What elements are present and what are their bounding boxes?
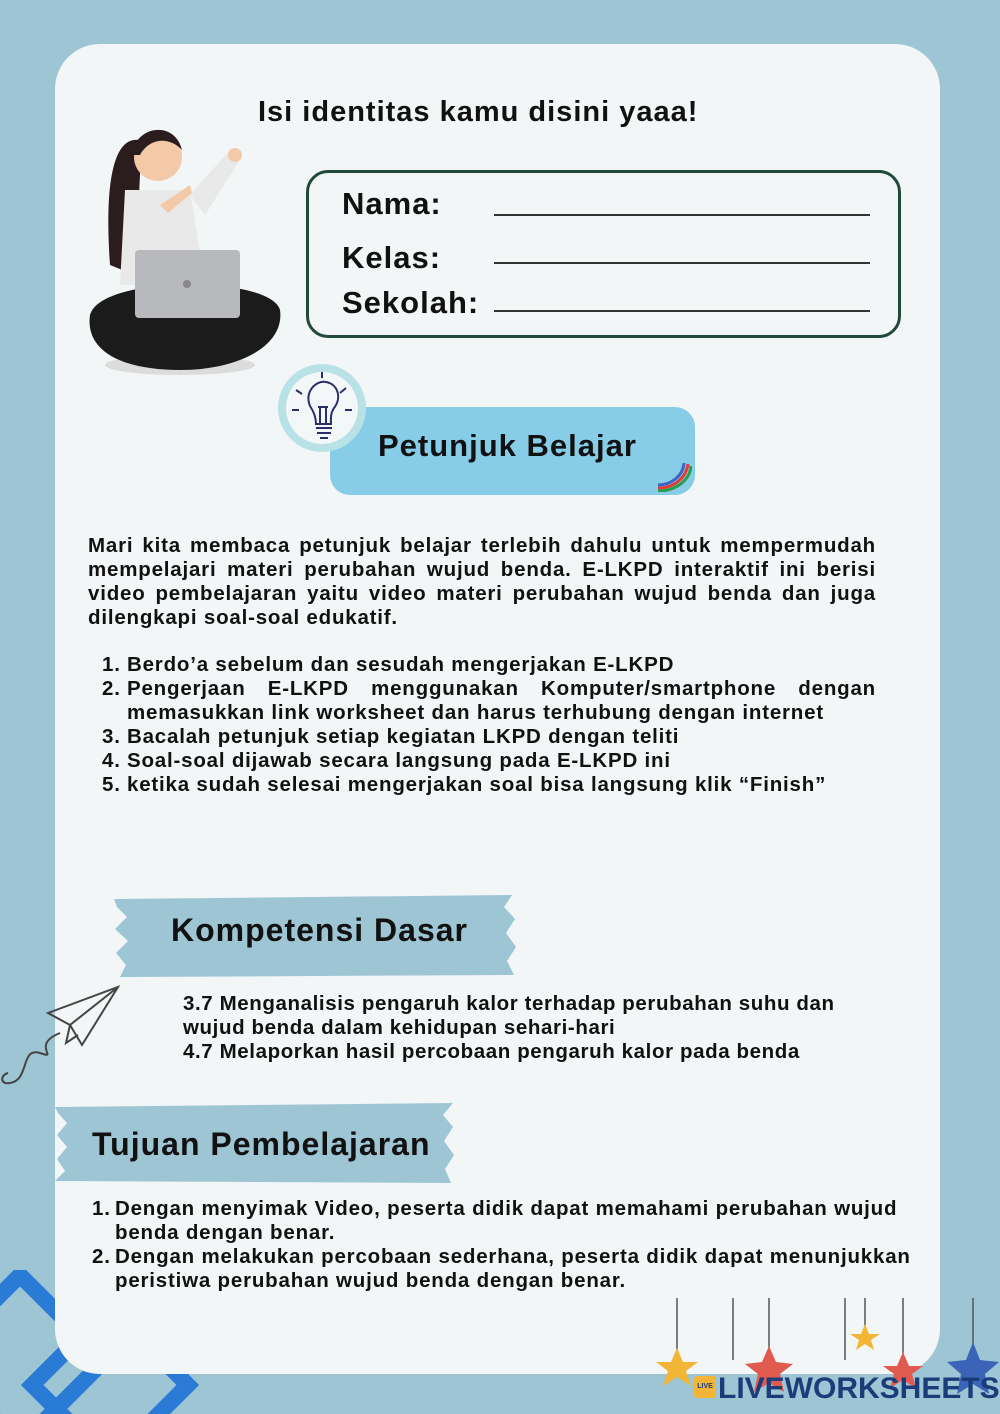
paper-plane-icon: [0, 985, 125, 1100]
list-number: 2.: [102, 677, 121, 700]
list-text: Dengan melakukan percobaan sederhana, peserta didik dapat menunjukkan peristiwa perubahan wujud benda dengan benar.: [115, 1245, 911, 1292]
list-number: 2.: [92, 1245, 111, 1268]
student-with-laptop-illustration: [80, 115, 285, 385]
name-label: Nama:: [342, 186, 442, 221]
list-item: [102, 773, 876, 797]
list-item: 4.7 Melaporkan hasil percobaan pengaruh kalor pada benda: [183, 1040, 800, 1063]
competency-list: [183, 992, 903, 1064]
list-item: [102, 749, 876, 773]
instructions-list: [102, 653, 876, 797]
list-item: [102, 725, 876, 749]
list-number: 3.: [102, 725, 121, 748]
list-number: 1.: [92, 1197, 111, 1220]
list-text: Berdo’a sebelum dan sesudah mengerjakan E-LKPD: [127, 653, 675, 676]
list-text: Soal-soal dijawab secara langsung pada E-LKPD ini: [127, 749, 671, 772]
instructions-intro: Mari kita membaca petunjuk belajar terlebih dahulu untuk mempermudah mempelajari materi perubahan wujud benda. E-LKPD interaktif ini berisi video pembelajaran yaitu video materi perubahan wujud benda dan juga dilengkapi soal-soal edukatif.: [88, 534, 876, 629]
competency-heading: Kompetensi Dasar: [171, 912, 468, 948]
class-label: Kelas:: [342, 240, 442, 275]
list-text: Bacalah petunjuk setiap kegiatan LKPD dengan teliti: [127, 725, 680, 748]
rainbow-swoosh-icon: [656, 460, 692, 492]
liveworksheets-logo: LIVEWORKSHEETS: [718, 1372, 1000, 1405]
list-text: ketika sudah selesai mengerjakan soal bisa langsung klik “Finish”: [127, 773, 827, 796]
school-field[interactable]: [494, 310, 870, 312]
liveworksheets-badge-icon: LIVE: [694, 1376, 716, 1398]
list-number: 1.: [102, 653, 121, 676]
list-item: 3.7 Menganalisis pengaruh kalor terhadap perubahan suhu dan wujud benda dalam kehidupan sehari-hari: [183, 992, 835, 1039]
class-field[interactable]: [494, 262, 870, 264]
page-title: Isi identitas kamu disini yaaa!: [258, 96, 699, 128]
list-number: 5.: [102, 773, 121, 796]
list-item: [102, 677, 876, 725]
list-text: Dengan menyimak Video, peserta didik dapat memahami perubahan wujud benda dengan benar.: [115, 1197, 898, 1244]
school-label: Sekolah:: [342, 285, 480, 320]
objectives-list: [92, 1197, 922, 1293]
list-text: Pengerjaan E-LKPD menggunakan Komputer/smartphone dengan memasukkan link worksheet dan harus terhubung dengan internet: [127, 677, 876, 724]
list-item: [92, 1245, 922, 1293]
list-item: [92, 1197, 922, 1245]
list-item: [102, 653, 876, 677]
objectives-heading: Tujuan Pembelajaran: [92, 1126, 431, 1162]
instructions-heading: Petunjuk Belajar: [378, 428, 637, 463]
name-field[interactable]: [494, 214, 870, 216]
list-number: 4.: [102, 749, 121, 772]
lightbulb-icon: [276, 362, 368, 454]
